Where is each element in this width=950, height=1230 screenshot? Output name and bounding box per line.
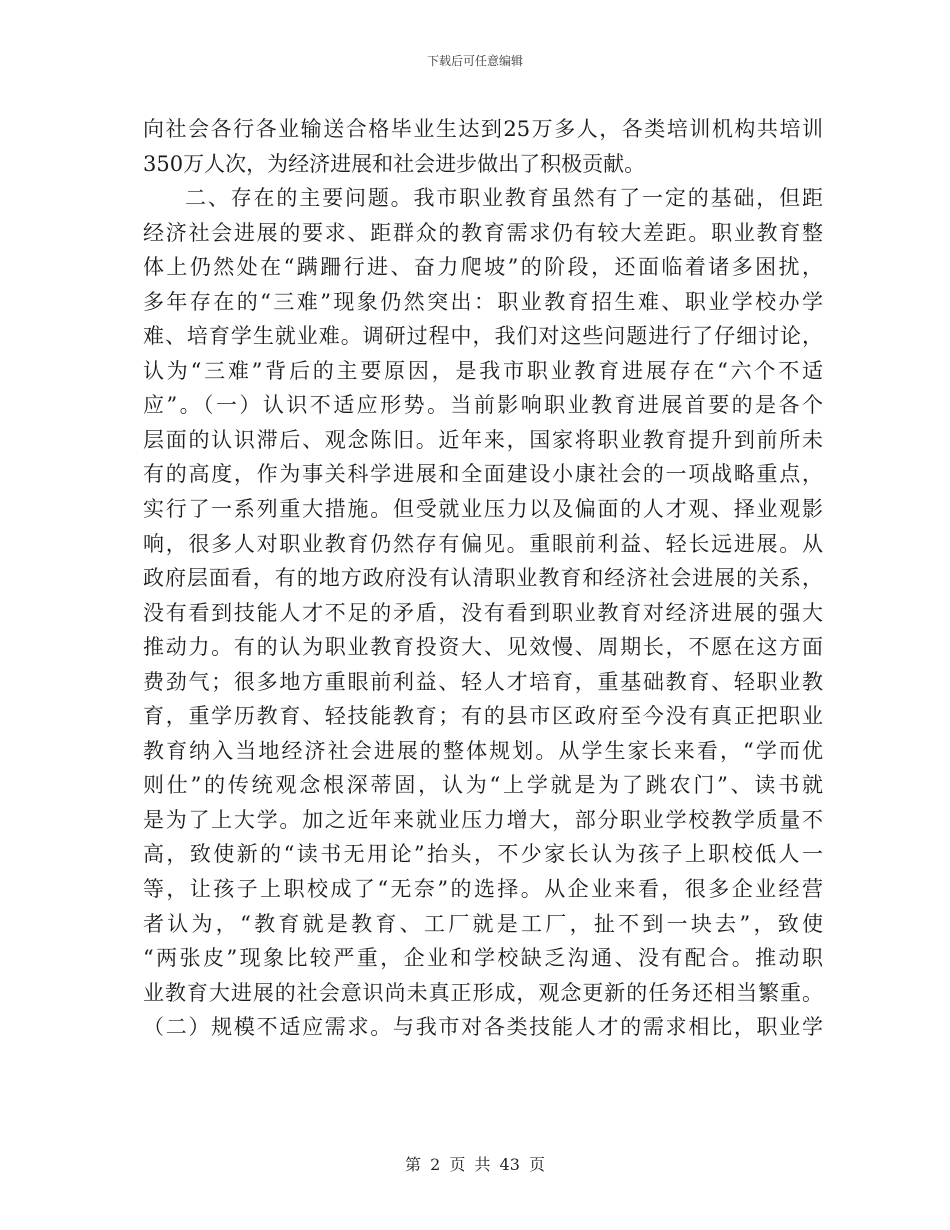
page-number-footer: 第 2 页 共 43 页 xyxy=(405,1155,545,1174)
text-line: 是为了上大学。加之近年来就业压力增大，部分职业学校教学质量不 xyxy=(143,807,823,832)
text-line: 350万人次，为经济进展和社会进步做出了积极贡献。 xyxy=(143,151,646,176)
text-line: 多年存在的“三难”现象仍然突出：职业教育招生难、职业学校办学 xyxy=(143,289,823,314)
text-line: 响，很多人对职业教育仍然存有偏见。重眼前利益、轻长远进展。从 xyxy=(143,531,823,556)
text-line: 层面的认识滞后、观念陈旧。近年来，国家将职业教育提升到前所未 xyxy=(143,427,823,452)
document-body xyxy=(143,112,823,1045)
text-line: 向社会各行各业输送合格毕业生达到25万多人，各类培训机构共培训 xyxy=(143,117,823,141)
text-line: 推动力。有的认为职业教育投资大、见效慢、周期长，不愿在这方面 xyxy=(143,635,823,660)
paragraph-first-line: 二、存在的主要问题。我市职业教育虽然有了一定的基础，但距 xyxy=(185,186,823,211)
page-header: 下载后可任意编辑 xyxy=(426,54,523,68)
text-line: 应”。（一）认识不适应形势。当前影响职业教育进展首要的是各个 xyxy=(143,393,823,418)
text-line: “两张皮”现象比较严重，企业和学校缺乏沟通、没有配合。推动职 xyxy=(143,946,823,971)
text-line: 育，重学历教育、轻技能教育；有的县市区政府至今没有真正把职业 xyxy=(143,704,823,729)
text-line: 没有看到技能人才不足的矛盾，没有看到职业教育对经济进展的强大 xyxy=(143,600,823,625)
text-line: 经济社会进展的要求、距群众的教育需求仍有较大差距。职业教育整 xyxy=(143,220,823,245)
text-line: 政府层面看，有的地方政府没有认清职业教育和经济社会进展的关系， xyxy=(143,566,823,591)
text-line: （二）规模不适应需求。与我市对各类技能人才的需求相比，职业学 xyxy=(143,1015,823,1040)
text-line: 业教育大进展的社会意识尚未真正形成，观念更新的任务还相当繁重。 xyxy=(143,980,823,1005)
text-line: 者认为，“教育就是教育、工厂就是工厂，扯不到一块去”，致使 xyxy=(143,911,823,936)
text-line: 则仕”的传统观念根深蒂固，认为“上学就是为了跳农门”、读书就 xyxy=(143,773,823,798)
text-line: 实行了一系列重大措施。但受就业压力以及偏面的人才观、择业观影 xyxy=(143,497,823,522)
text-line: 教育纳入当地经济社会进展的整体规划。从学生家长来看，“学而优 xyxy=(143,738,823,763)
text-line: 体上仍然处在“蹒跚行进、奋力爬坡”的阶段，还面临着诸多困扰， xyxy=(143,255,823,280)
text-line: 难、培育学生就业难。调研过程中，我们对这些问题进行了仔细讨论， xyxy=(143,324,823,349)
text-line: 等，让孩子上职校成了“无奈”的选择。从企业来看，很多企业经营 xyxy=(143,877,823,902)
text-line: 费劲气；很多地方重眼前利益、轻人才培育，重基础教育、轻职业教 xyxy=(143,669,823,694)
text-line: 有的高度，作为事关科学进展和全面建设小康社会的一项战略重点， xyxy=(143,462,823,487)
text-line: 认为“三难”背后的主要原因，是我市职业教育进展存在“六个不适 xyxy=(143,358,823,383)
text-line: 高，致使新的“读书无用论”抬头，不少家长认为孩子上职校低人一 xyxy=(143,842,823,867)
